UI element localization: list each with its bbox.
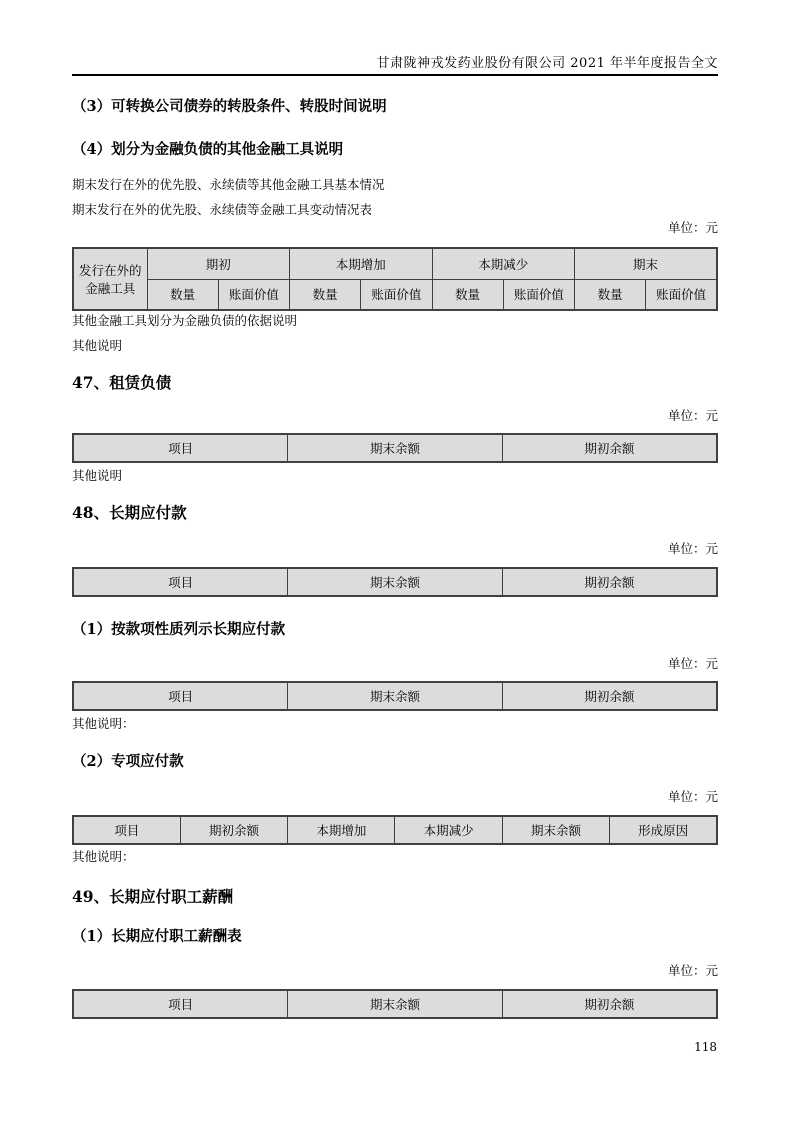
- column-header-cell: 数量: [432, 279, 503, 310]
- report-header-title: 甘肃陇神戎发药业股份有限公司 2021 年半年度报告全文: [376, 56, 718, 71]
- section-48-1-heading: （1）按款项性质列示长期应付款: [72, 621, 286, 638]
- column-header-cell: 期初余额: [502, 682, 717, 710]
- column-header-cell: 账面价值: [218, 279, 289, 310]
- section-48-2-heading: （2）专项应付款: [72, 753, 184, 770]
- unit-label: 单位：元: [667, 541, 718, 556]
- column-header-cell: 形成原因: [610, 816, 717, 844]
- column-header-cell: 数量: [575, 279, 646, 310]
- column-header-cell: 期初: [147, 248, 290, 279]
- column-header-cell: 数量: [147, 279, 218, 310]
- body-text: 其他金融工具划分为金融负债的依据说明: [72, 313, 298, 328]
- column-header-cell: 账面价值: [646, 279, 717, 310]
- column-header-cell: 期末余额: [288, 568, 503, 596]
- section-3-heading: （3）可转换公司债券的转股条件、转股时间说明: [72, 98, 387, 115]
- column-header-cell: 本期减少: [432, 248, 575, 279]
- column-header-cell: 期初余额: [502, 434, 717, 462]
- column-header-cell: 项目: [73, 990, 288, 1018]
- long-term-payables-table: [72, 567, 718, 597]
- body-text: 期末发行在外的优先股、永续债等其他金融工具基本情况: [72, 177, 385, 192]
- column-header-cell: 期初余额: [180, 816, 287, 844]
- column-header-cell: 期末余额: [288, 682, 503, 710]
- unit-label: 单位：元: [667, 656, 718, 671]
- column-header-cell: 发行在外的金融工具: [73, 248, 147, 310]
- section-48-heading: 48、长期应付款: [72, 503, 187, 522]
- long-term-payables-by-nature-table: [72, 681, 718, 711]
- column-header-cell: 期初余额: [502, 990, 717, 1018]
- section-49-heading: 49、长期应付职工薪酬: [72, 887, 234, 906]
- column-header-cell: 账面价值: [503, 279, 574, 310]
- unit-label: 单位：元: [667, 963, 718, 978]
- column-header-cell: 数量: [290, 279, 361, 310]
- section-49-1-heading: （1）长期应付职工薪酬表: [72, 928, 242, 945]
- unit-label: 单位：元: [667, 789, 718, 804]
- column-header-cell: 期末余额: [288, 990, 503, 1018]
- column-header-cell: 项目: [73, 568, 288, 596]
- header-divider: [72, 74, 718, 76]
- column-header-cell: 本期增加: [288, 816, 395, 844]
- column-header-cell: 期初余额: [502, 568, 717, 596]
- unit-label: 单位：元: [667, 408, 718, 423]
- section-4-heading: （4）划分为金融负债的其他金融工具说明: [72, 141, 344, 158]
- column-header-cell: 账面价值: [361, 279, 432, 310]
- body-text: 期末发行在外的优先股、永续债等金融工具变动情况表: [72, 202, 373, 217]
- body-text: 其他说明: [72, 468, 123, 483]
- section-47-heading: 47、租赁负债: [72, 373, 172, 392]
- column-header-cell: 期末余额: [502, 816, 609, 844]
- body-text: 其他说明: [72, 338, 123, 353]
- body-text: 其他说明：: [72, 716, 135, 731]
- column-header-cell: 项目: [73, 682, 288, 710]
- page-number: 118: [694, 1040, 717, 1054]
- column-header-cell: 项目: [73, 434, 288, 462]
- long-term-employee-compensation-table: [72, 989, 718, 1019]
- column-header-cell: 本期减少: [395, 816, 502, 844]
- column-header-cell: 本期增加: [290, 248, 433, 279]
- column-header-cell: 项目: [73, 816, 180, 844]
- outstanding-financial-instruments-table: [72, 247, 718, 311]
- special-payables-table: [72, 815, 718, 845]
- column-header-cell: 期末: [575, 248, 718, 279]
- column-header-cell: 期末余额: [288, 434, 503, 462]
- lease-liabilities-table: [72, 433, 718, 463]
- body-text: 其他说明：: [72, 849, 135, 864]
- unit-label: 单位：元: [667, 220, 718, 235]
